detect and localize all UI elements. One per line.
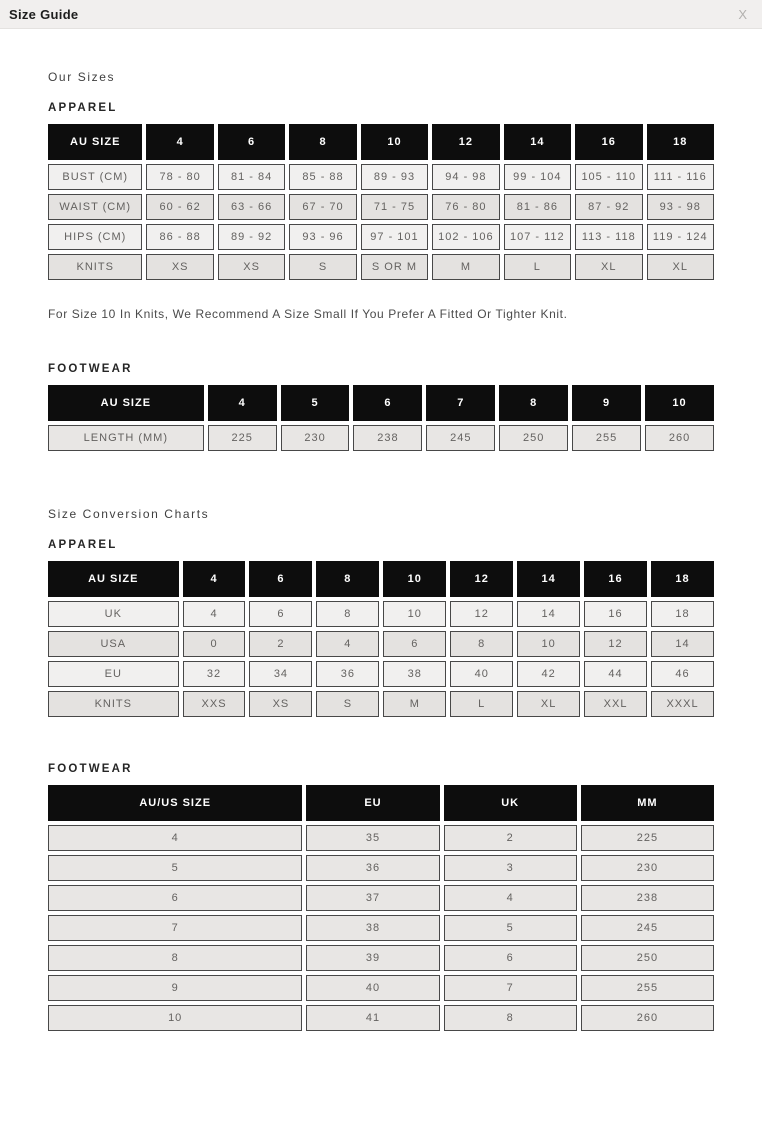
- size-table: [44, 120, 718, 284]
- our-sizes-footwear-table: [48, 381, 714, 455]
- column-header-cell: 12: [450, 561, 513, 597]
- size-value-cell: XS: [146, 254, 213, 280]
- size-value-cell: 225: [581, 825, 714, 851]
- size-value-cell: 44: [584, 661, 647, 687]
- size-value-cell: S: [316, 691, 379, 717]
- size-value-cell: 6: [249, 601, 312, 627]
- size-value-cell: XXL: [584, 691, 647, 717]
- column-header-cell: 4: [183, 561, 246, 597]
- table-row: [48, 631, 714, 657]
- size-value-cell: M: [432, 254, 499, 280]
- table-row: [48, 1005, 714, 1031]
- row-label-cell: HIPS (CM): [48, 224, 142, 250]
- size-value-cell: 97 - 101: [361, 224, 428, 250]
- size-value-cell: 225: [208, 425, 277, 451]
- size-value-cell: 4: [183, 601, 246, 627]
- table-row: [48, 254, 714, 280]
- column-header-cell: 10: [645, 385, 714, 421]
- size-value-cell: XL: [647, 254, 715, 280]
- table-row: [48, 194, 714, 220]
- size-value-cell: 255: [572, 425, 641, 451]
- size-value-cell: 2: [444, 825, 577, 851]
- size-value-cell: 238: [353, 425, 422, 451]
- size-value-cell: 10: [48, 1005, 302, 1031]
- size-value-cell: L: [504, 254, 571, 280]
- size-value-cell: 32: [183, 661, 246, 687]
- size-value-cell: 230: [281, 425, 350, 451]
- column-header-cell: 18: [651, 561, 714, 597]
- row-label-cell: KNITS: [48, 254, 142, 280]
- row-label-cell: LENGTH (MM): [48, 425, 204, 451]
- size-value-cell: 12: [584, 631, 647, 657]
- size-value-cell: 12: [450, 601, 513, 627]
- conversion-footwear-label: FOOTWEAR: [48, 763, 133, 775]
- size-value-cell: 94 - 98: [432, 164, 499, 190]
- row-label-cell: BUST (CM): [48, 164, 142, 190]
- size-value-cell: 87 - 92: [575, 194, 642, 220]
- column-header-cell: EU: [306, 785, 439, 821]
- column-header-cell: AU SIZE: [48, 385, 204, 421]
- column-header-cell: 9: [572, 385, 641, 421]
- column-header-cell: AU SIZE: [48, 561, 179, 597]
- size-value-cell: 34: [249, 661, 312, 687]
- row-label-cell: USA: [48, 631, 179, 657]
- size-value-cell: 6: [48, 885, 302, 911]
- size-table: [44, 557, 718, 721]
- size-value-cell: 81 - 84: [218, 164, 285, 190]
- size-value-cell: 40: [450, 661, 513, 687]
- conversion-footwear-table: [48, 781, 714, 1035]
- size-value-cell: 93 - 96: [289, 224, 356, 250]
- column-header-cell: 16: [575, 124, 642, 160]
- size-value-cell: 93 - 98: [647, 194, 715, 220]
- size-value-cell: 41: [306, 1005, 439, 1031]
- column-header-cell: 18: [647, 124, 715, 160]
- knits-size-note: For Size 10 In Knits, We Recommend A Size Small If You Prefer A Fitted Or Tighter Knit.: [48, 307, 568, 321]
- size-value-cell: M: [383, 691, 446, 717]
- conversion-heading: Size Conversion Charts: [48, 507, 210, 521]
- row-label-cell: UK: [48, 601, 179, 627]
- size-value-cell: 38: [383, 661, 446, 687]
- size-value-cell: 7: [444, 975, 577, 1001]
- column-header-cell: 10: [361, 124, 428, 160]
- column-header-cell: 6: [249, 561, 312, 597]
- size-value-cell: 119 - 124: [647, 224, 715, 250]
- our-sizes-footwear-label: FOOTWEAR: [48, 363, 133, 375]
- size-value-cell: 86 - 88: [146, 224, 213, 250]
- size-value-cell: 5: [48, 855, 302, 881]
- size-value-cell: 6: [444, 945, 577, 971]
- size-value-cell: 260: [645, 425, 714, 451]
- size-value-cell: 5: [444, 915, 577, 941]
- size-value-cell: 10: [383, 601, 446, 627]
- size-guide-header: [0, 0, 762, 29]
- header-row: [48, 385, 714, 421]
- column-header-cell: 4: [208, 385, 277, 421]
- size-value-cell: 60 - 62: [146, 194, 213, 220]
- size-value-cell: 36: [316, 661, 379, 687]
- table-row: [48, 691, 714, 717]
- size-value-cell: 111 - 116: [647, 164, 715, 190]
- column-header-cell: 8: [316, 561, 379, 597]
- size-value-cell: S: [289, 254, 356, 280]
- size-value-cell: 2: [249, 631, 312, 657]
- size-value-cell: XXS: [183, 691, 246, 717]
- table-row: [48, 164, 714, 190]
- header-row: [48, 561, 714, 597]
- our-sizes-apparel-table: [48, 120, 714, 284]
- size-value-cell: 113 - 118: [575, 224, 642, 250]
- size-value-cell: 63 - 66: [218, 194, 285, 220]
- column-header-cell: 14: [504, 124, 571, 160]
- size-value-cell: 102 - 106: [432, 224, 499, 250]
- size-value-cell: 4: [316, 631, 379, 657]
- size-value-cell: 255: [581, 975, 714, 1001]
- size-value-cell: 89 - 92: [218, 224, 285, 250]
- size-value-cell: XXXL: [651, 691, 714, 717]
- size-value-cell: XL: [575, 254, 642, 280]
- column-header-cell: 10: [383, 561, 446, 597]
- column-header-cell: AU/US SIZE: [48, 785, 302, 821]
- table-row: [48, 855, 714, 881]
- column-header-cell: 7: [426, 385, 495, 421]
- size-value-cell: 85 - 88: [289, 164, 356, 190]
- size-value-cell: 6: [383, 631, 446, 657]
- close-icon[interactable]: X: [738, 6, 747, 22]
- table-row: [48, 885, 714, 911]
- size-value-cell: 67 - 70: [289, 194, 356, 220]
- size-value-cell: 4: [48, 825, 302, 851]
- table-row: [48, 601, 714, 627]
- size-value-cell: 99 - 104: [504, 164, 571, 190]
- table-row: [48, 425, 714, 451]
- size-value-cell: 3: [444, 855, 577, 881]
- column-header-cell: 5: [281, 385, 350, 421]
- header-row: [48, 124, 714, 160]
- size-value-cell: 39: [306, 945, 439, 971]
- size-value-cell: 230: [581, 855, 714, 881]
- size-value-cell: 71 - 75: [361, 194, 428, 220]
- table-row: [48, 945, 714, 971]
- table-row: [48, 975, 714, 1001]
- size-value-cell: 14: [651, 631, 714, 657]
- size-value-cell: L: [450, 691, 513, 717]
- size-value-cell: 14: [517, 601, 580, 627]
- conversion-apparel-table: [48, 557, 714, 721]
- table-row: [48, 825, 714, 851]
- column-header-cell: 6: [218, 124, 285, 160]
- row-label-cell: WAIST (CM): [48, 194, 142, 220]
- column-header-cell: 8: [499, 385, 568, 421]
- size-value-cell: 107 - 112: [504, 224, 571, 250]
- row-label-cell: EU: [48, 661, 179, 687]
- size-value-cell: XL: [517, 691, 580, 717]
- size-value-cell: 7: [48, 915, 302, 941]
- column-header-cell: AU SIZE: [48, 124, 142, 160]
- our-sizes-heading: Our Sizes: [48, 70, 116, 84]
- size-value-cell: 245: [581, 915, 714, 941]
- size-value-cell: 46: [651, 661, 714, 687]
- size-value-cell: 4: [444, 885, 577, 911]
- column-header-cell: 12: [432, 124, 499, 160]
- size-value-cell: 35: [306, 825, 439, 851]
- size-value-cell: 37: [306, 885, 439, 911]
- column-header-cell: UK: [444, 785, 577, 821]
- table-row: [48, 915, 714, 941]
- size-value-cell: 38: [306, 915, 439, 941]
- header-row: [48, 785, 714, 821]
- conversion-apparel-label: APPAREL: [48, 539, 118, 551]
- size-value-cell: XS: [249, 691, 312, 717]
- size-table: [44, 781, 718, 1035]
- size-value-cell: 10: [517, 631, 580, 657]
- size-value-cell: 76 - 80: [432, 194, 499, 220]
- size-value-cell: XS: [218, 254, 285, 280]
- column-header-cell: 6: [353, 385, 422, 421]
- column-header-cell: 16: [584, 561, 647, 597]
- size-value-cell: 8: [316, 601, 379, 627]
- size-value-cell: 8: [48, 945, 302, 971]
- size-guide-content: [0, 70, 762, 1125]
- table-row: [48, 224, 714, 250]
- our-sizes-apparel-label: APPAREL: [48, 102, 118, 114]
- size-value-cell: 9: [48, 975, 302, 1001]
- column-header-cell: 14: [517, 561, 580, 597]
- size-value-cell: 260: [581, 1005, 714, 1031]
- size-value-cell: 36: [306, 855, 439, 881]
- size-value-cell: 0: [183, 631, 246, 657]
- column-header-cell: 8: [289, 124, 356, 160]
- size-value-cell: 250: [499, 425, 568, 451]
- size-value-cell: 105 - 110: [575, 164, 642, 190]
- table-row: [48, 661, 714, 687]
- page-title: Size Guide: [9, 6, 79, 22]
- size-value-cell: 78 - 80: [146, 164, 213, 190]
- size-value-cell: 238: [581, 885, 714, 911]
- size-value-cell: 81 - 86: [504, 194, 571, 220]
- size-value-cell: 89 - 93: [361, 164, 428, 190]
- column-header-cell: MM: [581, 785, 714, 821]
- size-value-cell: 8: [444, 1005, 577, 1031]
- size-value-cell: 40: [306, 975, 439, 1001]
- size-value-cell: 42: [517, 661, 580, 687]
- size-value-cell: 18: [651, 601, 714, 627]
- size-value-cell: 16: [584, 601, 647, 627]
- size-value-cell: S OR M: [361, 254, 428, 280]
- size-value-cell: 250: [581, 945, 714, 971]
- size-table: [44, 381, 718, 455]
- column-header-cell: 4: [146, 124, 213, 160]
- row-label-cell: KNITS: [48, 691, 179, 717]
- size-value-cell: 245: [426, 425, 495, 451]
- size-value-cell: 8: [450, 631, 513, 657]
